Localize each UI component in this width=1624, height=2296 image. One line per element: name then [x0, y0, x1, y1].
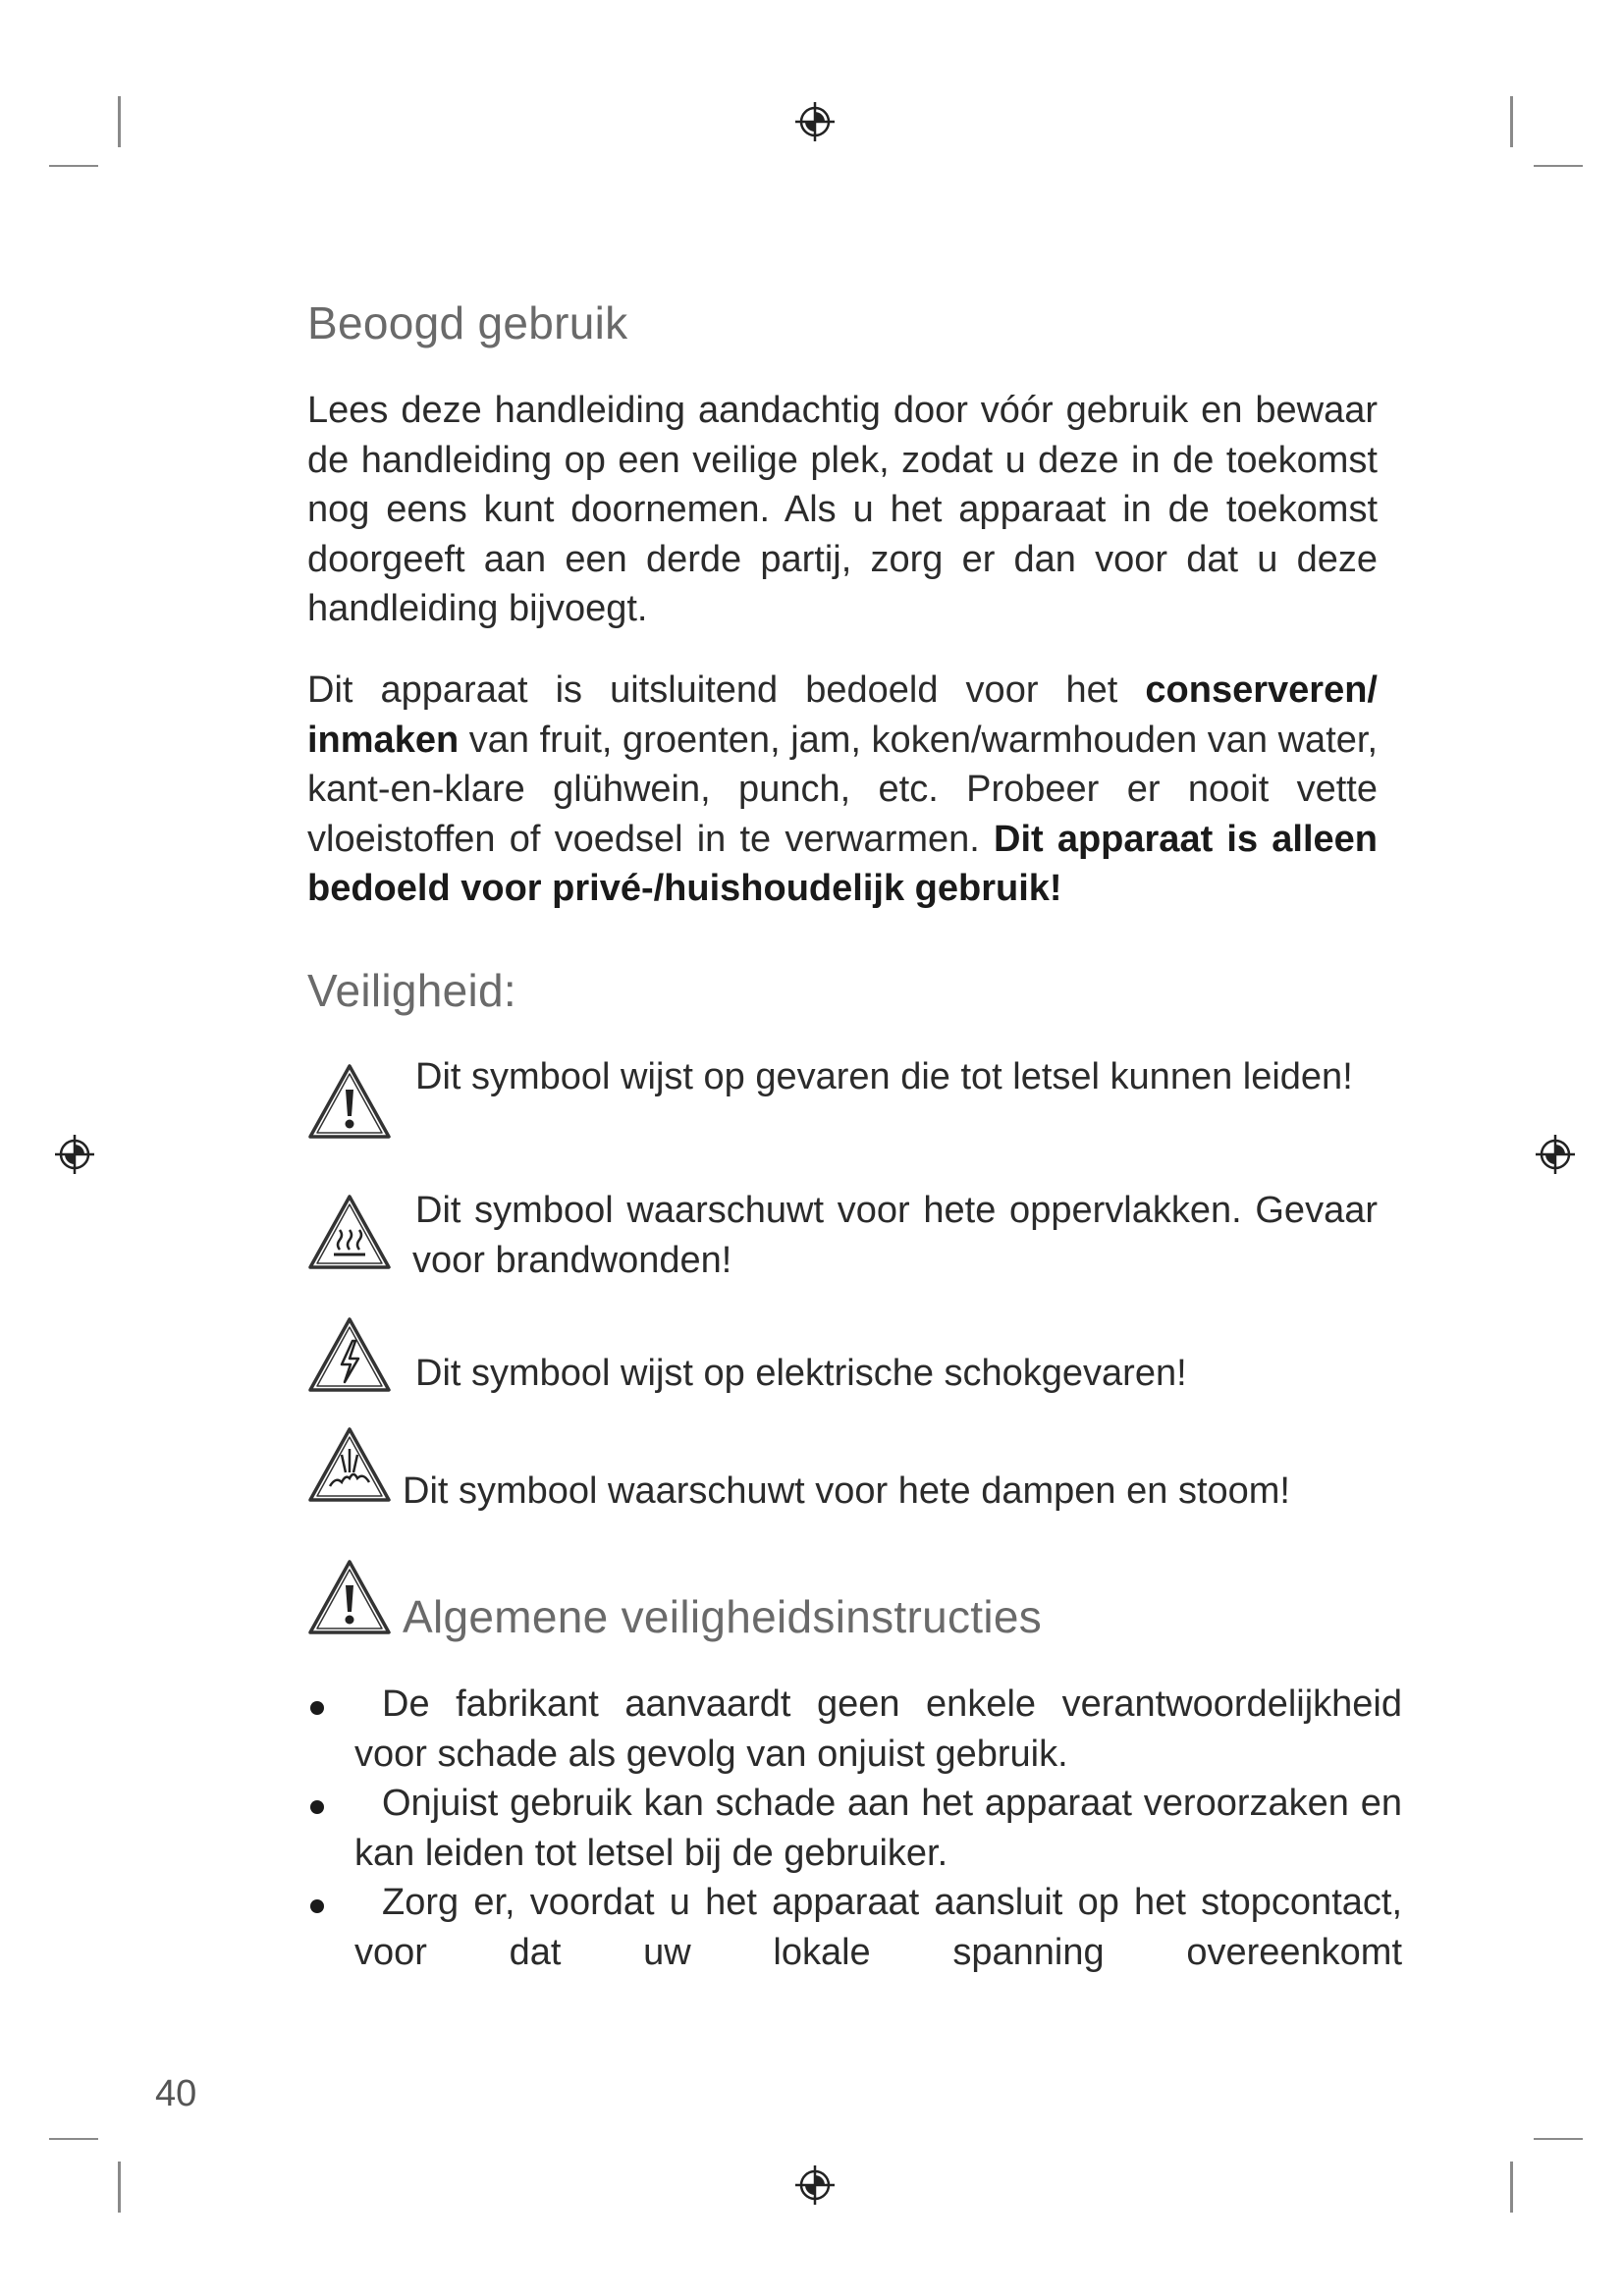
page-number: 40 — [155, 2073, 197, 2114]
bullet-text: Onjuist gebruik kan schade aan het apparaat veroorzaken en kan leiden tot letsel bij de gebruiker. — [354, 1783, 1402, 1874]
list-item — [307, 1680, 1402, 1780]
exclamation-warning-icon — [306, 1062, 393, 1141]
bullet-text: De fabrikant aanvaardt geen enkele verantwoordelijkheid voor schade als gevolg van onjuist gebruik. — [354, 1683, 1402, 1775]
crop-mark — [49, 2138, 98, 2140]
exclamation-warning-icon — [306, 1558, 393, 1636]
registration-mark-icon — [793, 2163, 837, 2207]
warning-text-hot-steam: Dit symbool waarschuwt voor hete dampen en stoom! — [403, 1470, 1290, 1512]
crop-mark — [1510, 2162, 1513, 2213]
purpose-bold-household-only: Dit apparaat is alleen bedoeld voor privé-/huishoudelijk gebruik! — [307, 818, 1378, 909]
purpose-bold-preserving: conserveren/ inmaken — [307, 669, 1378, 761]
crop-mark — [1510, 96, 1513, 147]
purpose-text: van fruit, groenten, jam, koken/warmhouden van water, kant-en-klare glühwein, punch, etc. Probeer er nooit vette vloeistoffen of voedsel in te verwarmen. — [307, 719, 1378, 860]
list-item — [307, 1878, 1402, 1978]
purpose-text: Dit apparaat is uitsluitend bedoeld voor het — [307, 669, 1146, 711]
list-item — [307, 1779, 1402, 1879]
electric-shock-warning-icon — [306, 1315, 393, 1394]
crop-mark — [49, 165, 98, 167]
crop-mark — [118, 2162, 121, 2213]
bullet-text: Zorg er, voordat u het apparaat aansluit op het stopcontact, voor dat uw lokale spanning overeenkomt — [354, 1882, 1402, 1973]
section-title-intended-use: Beoogd gebruik — [307, 297, 628, 348]
warning-text-electric-shock: Dit symbool wijst op elektrische schokgevaren! — [415, 1353, 1187, 1394]
hot-steam-warning-icon — [306, 1425, 393, 1504]
bullet-icon — [310, 1899, 324, 1913]
bullet-icon — [310, 1701, 324, 1715]
intended-use-paragraph: Lees deze handleiding aandachtig door vóór gebruik en bewaar de handleiding op een veilige plek, zodat u deze in de toekomst nog eens kunt doornemen. Als u het apparaat in de toekomst doorgeeft aan een derde partij, zorg er dan voor dat u deze handleiding bijvoegt. — [307, 390, 1378, 629]
hot-surface-warning-icon — [306, 1193, 393, 1271]
section-title-safety: Veiligheid: — [307, 965, 517, 1016]
crop-mark — [1534, 2138, 1583, 2140]
registration-mark-icon — [1534, 1133, 1577, 1176]
bullet-icon — [310, 1800, 324, 1814]
crop-mark — [118, 96, 121, 147]
registration-mark-icon — [53, 1133, 96, 1176]
section-title-general-safety: Algemene veiligheidsinstructies — [403, 1591, 1043, 1642]
intended-use-purpose-paragraph — [307, 666, 1378, 914]
registration-mark-icon — [793, 100, 837, 143]
warning-text-injury: Dit symbool wijst op gevaren die tot letsel kunnen leiden! — [415, 1056, 1353, 1097]
warning-text-hot-surface: Dit symbool waarschuwt voor hete oppervlakken. Gevaar voor brandwonden! — [412, 1190, 1378, 1281]
crop-mark — [1534, 165, 1583, 167]
